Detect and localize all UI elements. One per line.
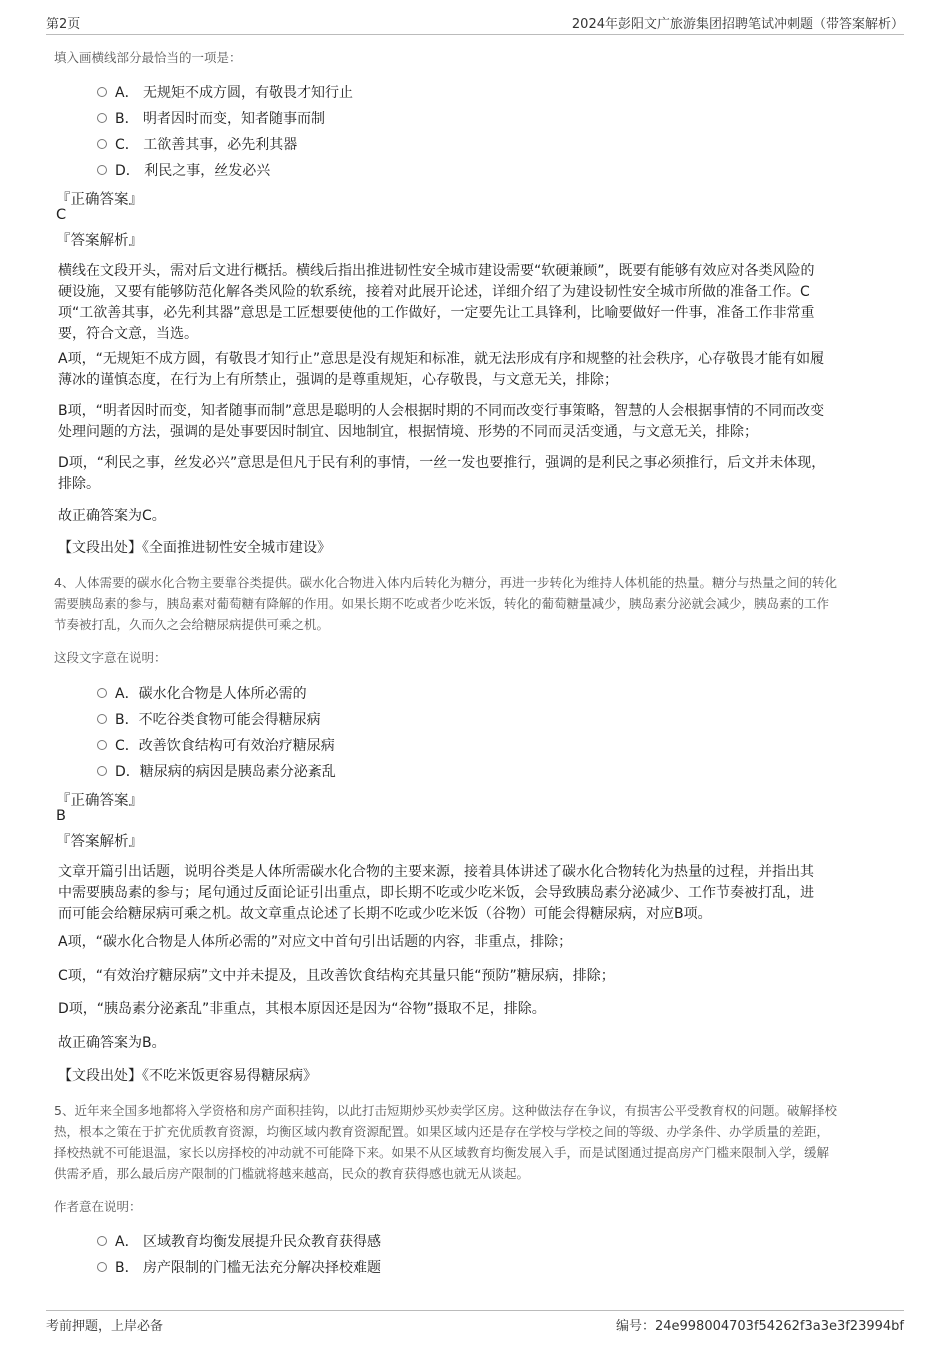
radio-icon[interactable] xyxy=(97,688,107,698)
q3-analysis: 横线在文段开头，需对后文进行概括。横线后指出推进韧性安全城市建设需要“软硬兼顾”，既要有能够有效应对各类风险的 硬设施，又要有能够防范化解各类风险的软系统，接着对此展开论述，详细介绍了为建设韧性安全城市所做的准备工作。C 项“工欲善其事，必先利其器”意思是工匠想要使他的工作做好，一定要先让工具锋利，比喻要做好一件事，准备工作非常重 要，符合文意，当选。 xyxy=(58,263,815,342)
q3-option-c[interactable]: C． 工欲善其事，必先利其器 xyxy=(97,134,297,154)
q3-option-b[interactable]: B． 明者因时而变，知者随事而制 xyxy=(97,108,325,128)
q4-conclusion: 故正确答案为B。 xyxy=(58,1035,166,1051)
page-number: 第2页 xyxy=(46,17,81,32)
q4-option-a[interactable]: A．碳水化合物是人体所必需的 xyxy=(97,683,307,703)
q5-option-a[interactable]: A． 区域教育均衡发展提升民众教育获得感 xyxy=(97,1231,381,1251)
document-id: 编号：24e998004703f54262f3a3e3f23994bf xyxy=(615,1319,904,1334)
q3-analysis-label: 『答案解析』 xyxy=(56,233,143,249)
radio-icon[interactable] xyxy=(97,1262,107,1272)
q4-analysis-label: 『答案解析』 xyxy=(56,834,143,850)
q4-answer: B xyxy=(56,808,66,824)
q4-prompt: 这段文字意在说明： xyxy=(54,650,167,665)
q5-option-b[interactable]: B． 房产限制的门槛无法充分解决择校难题 xyxy=(97,1257,381,1277)
q3-option-a-explanation: A项，“无规矩不成方圆，有敬畏才知行止”意思是没有规矩和标准，就无法形成有序和规整的社会秩序，心存敬畏才能有如履 薄冰的谨慎态度，在行为上有所禁止，强调的是尊重规矩，心存敬畏，与文意无关，排除； xyxy=(58,351,825,388)
q3-source: 【文段出处】《全面推进韧性安全城市建设》 xyxy=(58,540,331,556)
q3-option-d-explanation: D项，“利民之事，丝发必兴”意思是但凡于民有利的事情，一丝一发也要推行，强调的是利民之事必须推行，后文并未体现， 排除。 xyxy=(58,455,826,492)
page-footer xyxy=(46,1310,904,1335)
q3-option-b-explanation: B项，“明者因时而变，知者随事而制”意思是聪明的人会根据时期的不同而改变行事策略，智慧的人会根据事情的不同而改变 处理问题的方法，强调的是处事要因时制宜、因地制宜，根据情境、形势的不同而灵活变通，与文意无关，排除； xyxy=(58,403,825,440)
footer-slogan: 考前押题，上岸必备 xyxy=(46,1319,164,1334)
q4-option-c[interactable]: C．改善饮食结构可有效治疗糖尿病 xyxy=(97,735,335,755)
q4-option-d-explanation: D项，“胰岛素分泌紊乱”非重点，其根本原因还是因为“谷物”摄取不足，排除。 xyxy=(58,1001,546,1017)
q5-prompt: 作者意在说明： xyxy=(54,1199,142,1214)
radio-icon[interactable] xyxy=(97,87,107,97)
page-header xyxy=(46,10,904,35)
q3-answer-label: 『正确答案』 xyxy=(56,192,143,208)
q4-option-c-explanation: C项，“有效治疗糖尿病”文中并未提及，且改善饮食结构充其量只能“预防”糖尿病，排除； xyxy=(58,968,615,984)
radio-icon[interactable] xyxy=(97,1236,107,1246)
document-title: 2024年彭阳文广旅游集团招聘笔试冲刺题（带答案解析） xyxy=(571,17,904,32)
q4-answer-label: 『正确答案』 xyxy=(56,793,143,809)
q4-option-b[interactable]: B．不吃谷类食物可能会得糖尿病 xyxy=(97,709,321,729)
radio-icon[interactable] xyxy=(97,766,107,776)
q4-source: 【文段出处】《不吃米饭更容易得糖尿病》 xyxy=(58,1068,317,1084)
q3-prompt: 填入画横线部分最恰当的一项是： xyxy=(54,50,242,65)
radio-icon[interactable] xyxy=(97,165,107,175)
q3-option-d[interactable]: D． 利民之事，丝发必兴 xyxy=(97,160,270,180)
radio-icon[interactable] xyxy=(97,113,107,123)
q5-stem: 5、近年来全国多地都将入学资格和房产面积挂钩，以此打击短期炒买炒卖学区房。这种做法存在争议，有损害公平受教育权的问题。破解择校 热，根本之策在于扩充优质教育资源，均衡区域内教育资源配置。如果区域内还是存在学校与学校之间的等级、办学条件、办学质量的差距， 择校热就不可能退温，家长以房择校的冲动就不可能降下来。如果不从区域教育均衡发展入手，而是试图通过提高房产门槛来限制入学，缓解 供需矛盾，那么最后房产限制的门槛就将越来越高，民众的教育获得感也就无从谈起。 xyxy=(54,1103,837,1181)
q4-stem: 4、人体需要的碳水化合物主要靠谷类提供。碳水化合物进入体内后转化为糖分，再进一步转化为维持人体机能的热量。糖分与热量之间的转化 需要胰岛素的参与，胰岛素对葡萄糖有降解的作用。如果长期不吃或者少吃米饭，转化的葡萄糖量减少，胰岛素分泌就会减少，胰岛素的工作 节奏被打乱，久而久之会给糖尿病提供可乘之机。 xyxy=(54,575,837,632)
q3-conclusion: 故正确答案为C。 xyxy=(58,508,166,524)
radio-icon[interactable] xyxy=(97,139,107,149)
q4-option-a-explanation: A项，“碳水化合物是人体所必需的”对应文中首句引出话题的内容，非重点，排除； xyxy=(58,934,573,950)
q4-analysis: 文章开篇引出话题，说明谷类是人体所需碳水化合物的主要来源，接着具体讲述了碳水化合物转化为热量的过程，并指出其 中需要胰岛素的参与；尾句通过反面论证引出重点，即长期不吃或少吃米饭，会导致胰岛素分泌减少、工作节奏被打乱，进 而可能会给糖尿病可乘之机。故文章重点论述了长期不吃或少吃米饭（谷物）可能会得糖尿病，对应B项。 xyxy=(58,864,814,922)
radio-icon[interactable] xyxy=(97,714,107,724)
q3-option-a[interactable]: A． 无规矩不成方圆，有敬畏才知行止 xyxy=(97,82,353,102)
radio-icon[interactable] xyxy=(97,740,107,750)
q3-answer: C xyxy=(56,207,67,223)
q4-option-d[interactable]: D．糖尿病的病因是胰岛素分泌紊乱 xyxy=(97,761,336,781)
